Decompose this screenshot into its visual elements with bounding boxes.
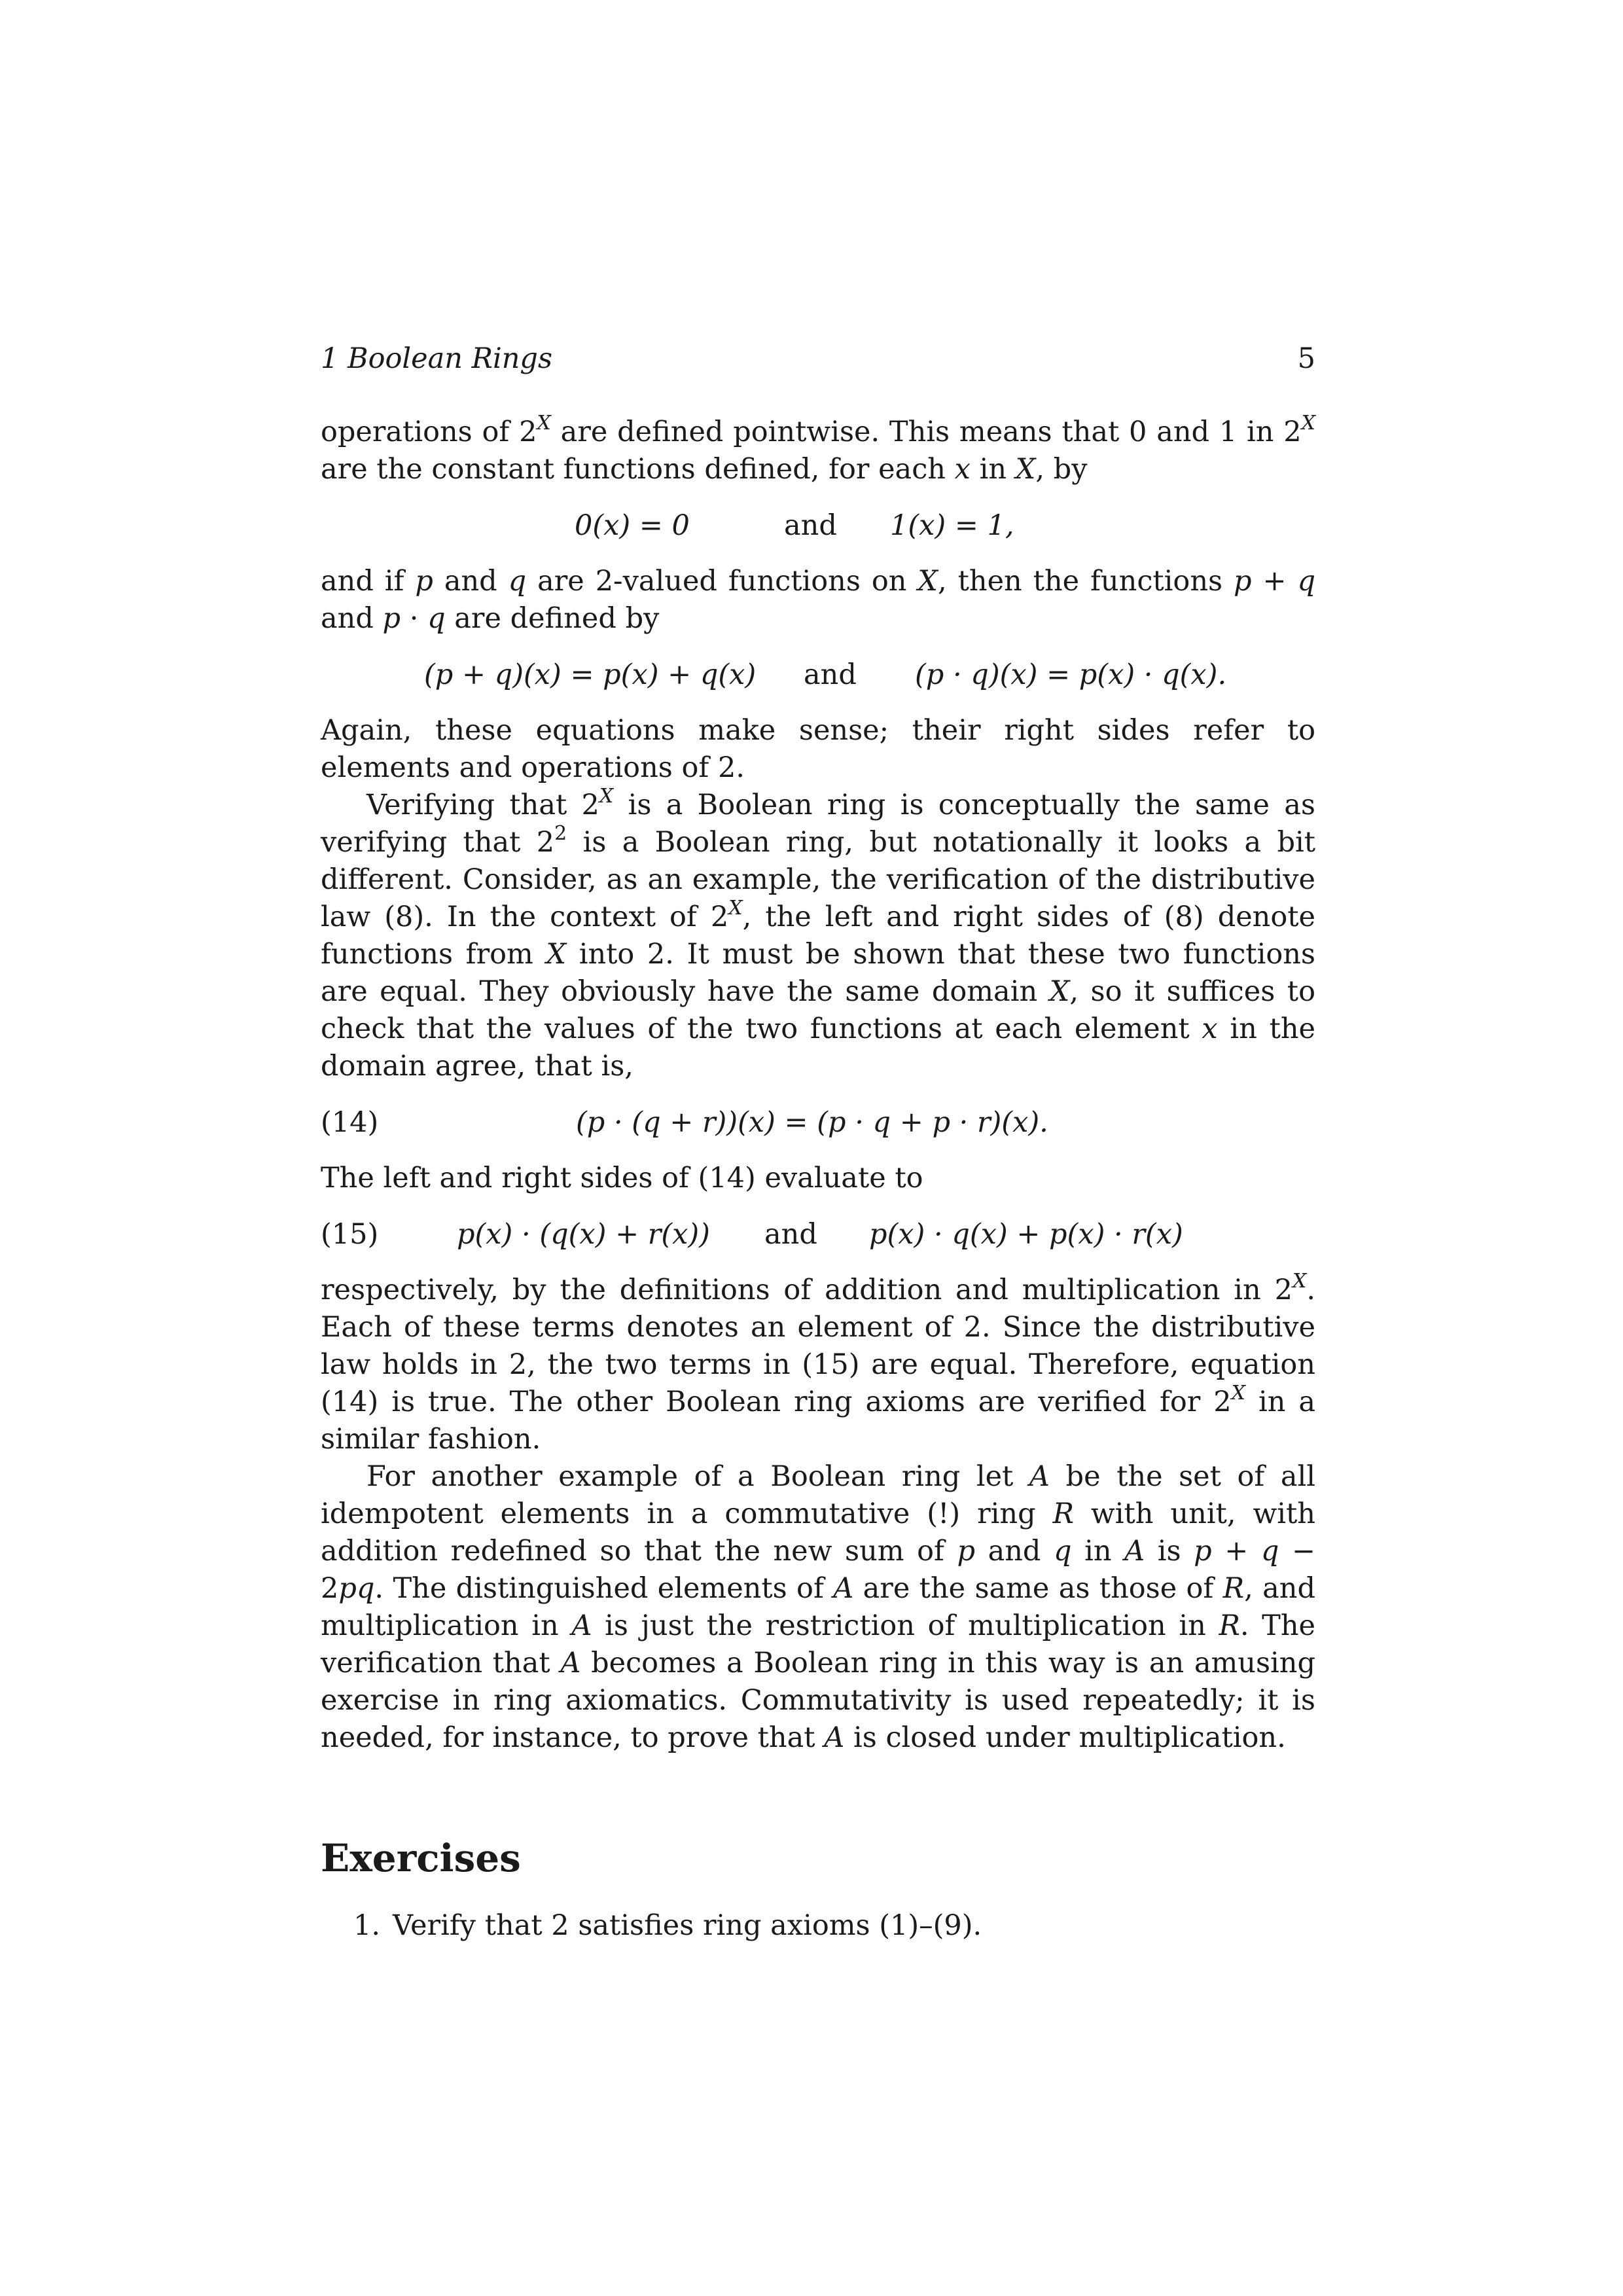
display-conjunction: and	[784, 509, 837, 542]
paragraph-if-p-q: and if p and q are 2-valued functions on X, then the functions p + q and p · q are defined by	[321, 565, 1315, 635]
equation-14	[321, 1104, 1315, 1141]
equation-number: (14)	[321, 1106, 379, 1139]
display-one-function: 1(x) = 1,	[890, 509, 1014, 542]
display-product-definition: (p · q)(x) = p(x) · q(x).	[915, 658, 1227, 691]
exercise-number: 1.	[353, 1909, 381, 1942]
equation-15-conjunction: and	[764, 1218, 817, 1251]
exercise-list	[321, 1907, 1315, 1945]
chapter-title: 1 Boolean Rings	[321, 342, 553, 375]
display-sum-product	[321, 656, 1315, 694]
paragraph-again: Again, these equations make sense; their right sides refer to elements and operations of 2.	[321, 714, 1315, 784]
equation-number: (15)	[321, 1218, 379, 1251]
exercise-text: Verify that 2 satisfies ring axioms (1)–(9).	[393, 1909, 982, 1942]
page	[321, 340, 1315, 1945]
paragraph-left-right: The left and right sides of (14) evaluate to	[321, 1162, 923, 1194]
running-head	[321, 340, 1315, 378]
equation-15	[321, 1216, 1315, 1253]
paragraph-respectively: respectively, by the definitions of addition and multiplication in $2^X$. Each of these terms denotes an element of 2. Since the distributive law holds in 2, the two terms in (15) are equal. Therefore, equation (14) is true. The other Boolean ring axioms are verified for $2^X$ in a similar fashion.	[321, 1270, 1315, 1456]
paragraph-pointwise: operations of $2^X$ are defined pointwise. This means that 0 and 1 in $2^X$ are the constant functions defined, for each x in X, by	[321, 412, 1316, 486]
display-constant-functions	[321, 507, 1315, 545]
display-zero-function: 0(x) = 0	[575, 509, 690, 542]
equation-15-right: p(x) · q(x) + p(x) · r(x)	[869, 1218, 1183, 1251]
equation-15-left: p(x) · (q(x) + r(x))	[457, 1218, 710, 1251]
exercise-item	[321, 1907, 1315, 1945]
display-conjunction: and	[804, 658, 857, 691]
paragraph-idempotent: For another example of a Boolean ring let A be the set of all idempotent elements in a commutative (!) ring R with unit, with addition redefined so that the new sum of p and q in A is p + q − 2pq. The distinguished elements of A are the same as those of R, and multiplication in A is just the restriction of multiplication in R. The verification that A becomes a Boolean ring in this way is an amusing exercise in ring axiomatics. Commutativity is used repeatedly; it is needed, for instance, to prove that A is closed under multiplication.	[321, 1460, 1316, 1754]
paragraph-verifying: Verifying that $2^X$ is a Boolean ring is conceptually the same as verifying that $2^2$ is a Boolean ring, but notationally it looks a bit different. Consider, as an example, the verification of the distributive law (8). In the context of $2^X$, the left and right sides of (8) denote functions from X into 2. It must be shown that these two functions are equal. They obviously have the same domain X, so it suffices to check that the values of the two functions at each element x in the domain agree, that is,	[321, 785, 1316, 1083]
page-number: 5	[1297, 342, 1315, 375]
exercises-heading: Exercises	[321, 1836, 521, 1880]
equation-14-formula: (p · (q + r))(x) = (p · q + p · r)(x).	[576, 1106, 1048, 1139]
display-sum-definition: (p + q)(x) = p(x) + q(x)	[424, 658, 757, 691]
